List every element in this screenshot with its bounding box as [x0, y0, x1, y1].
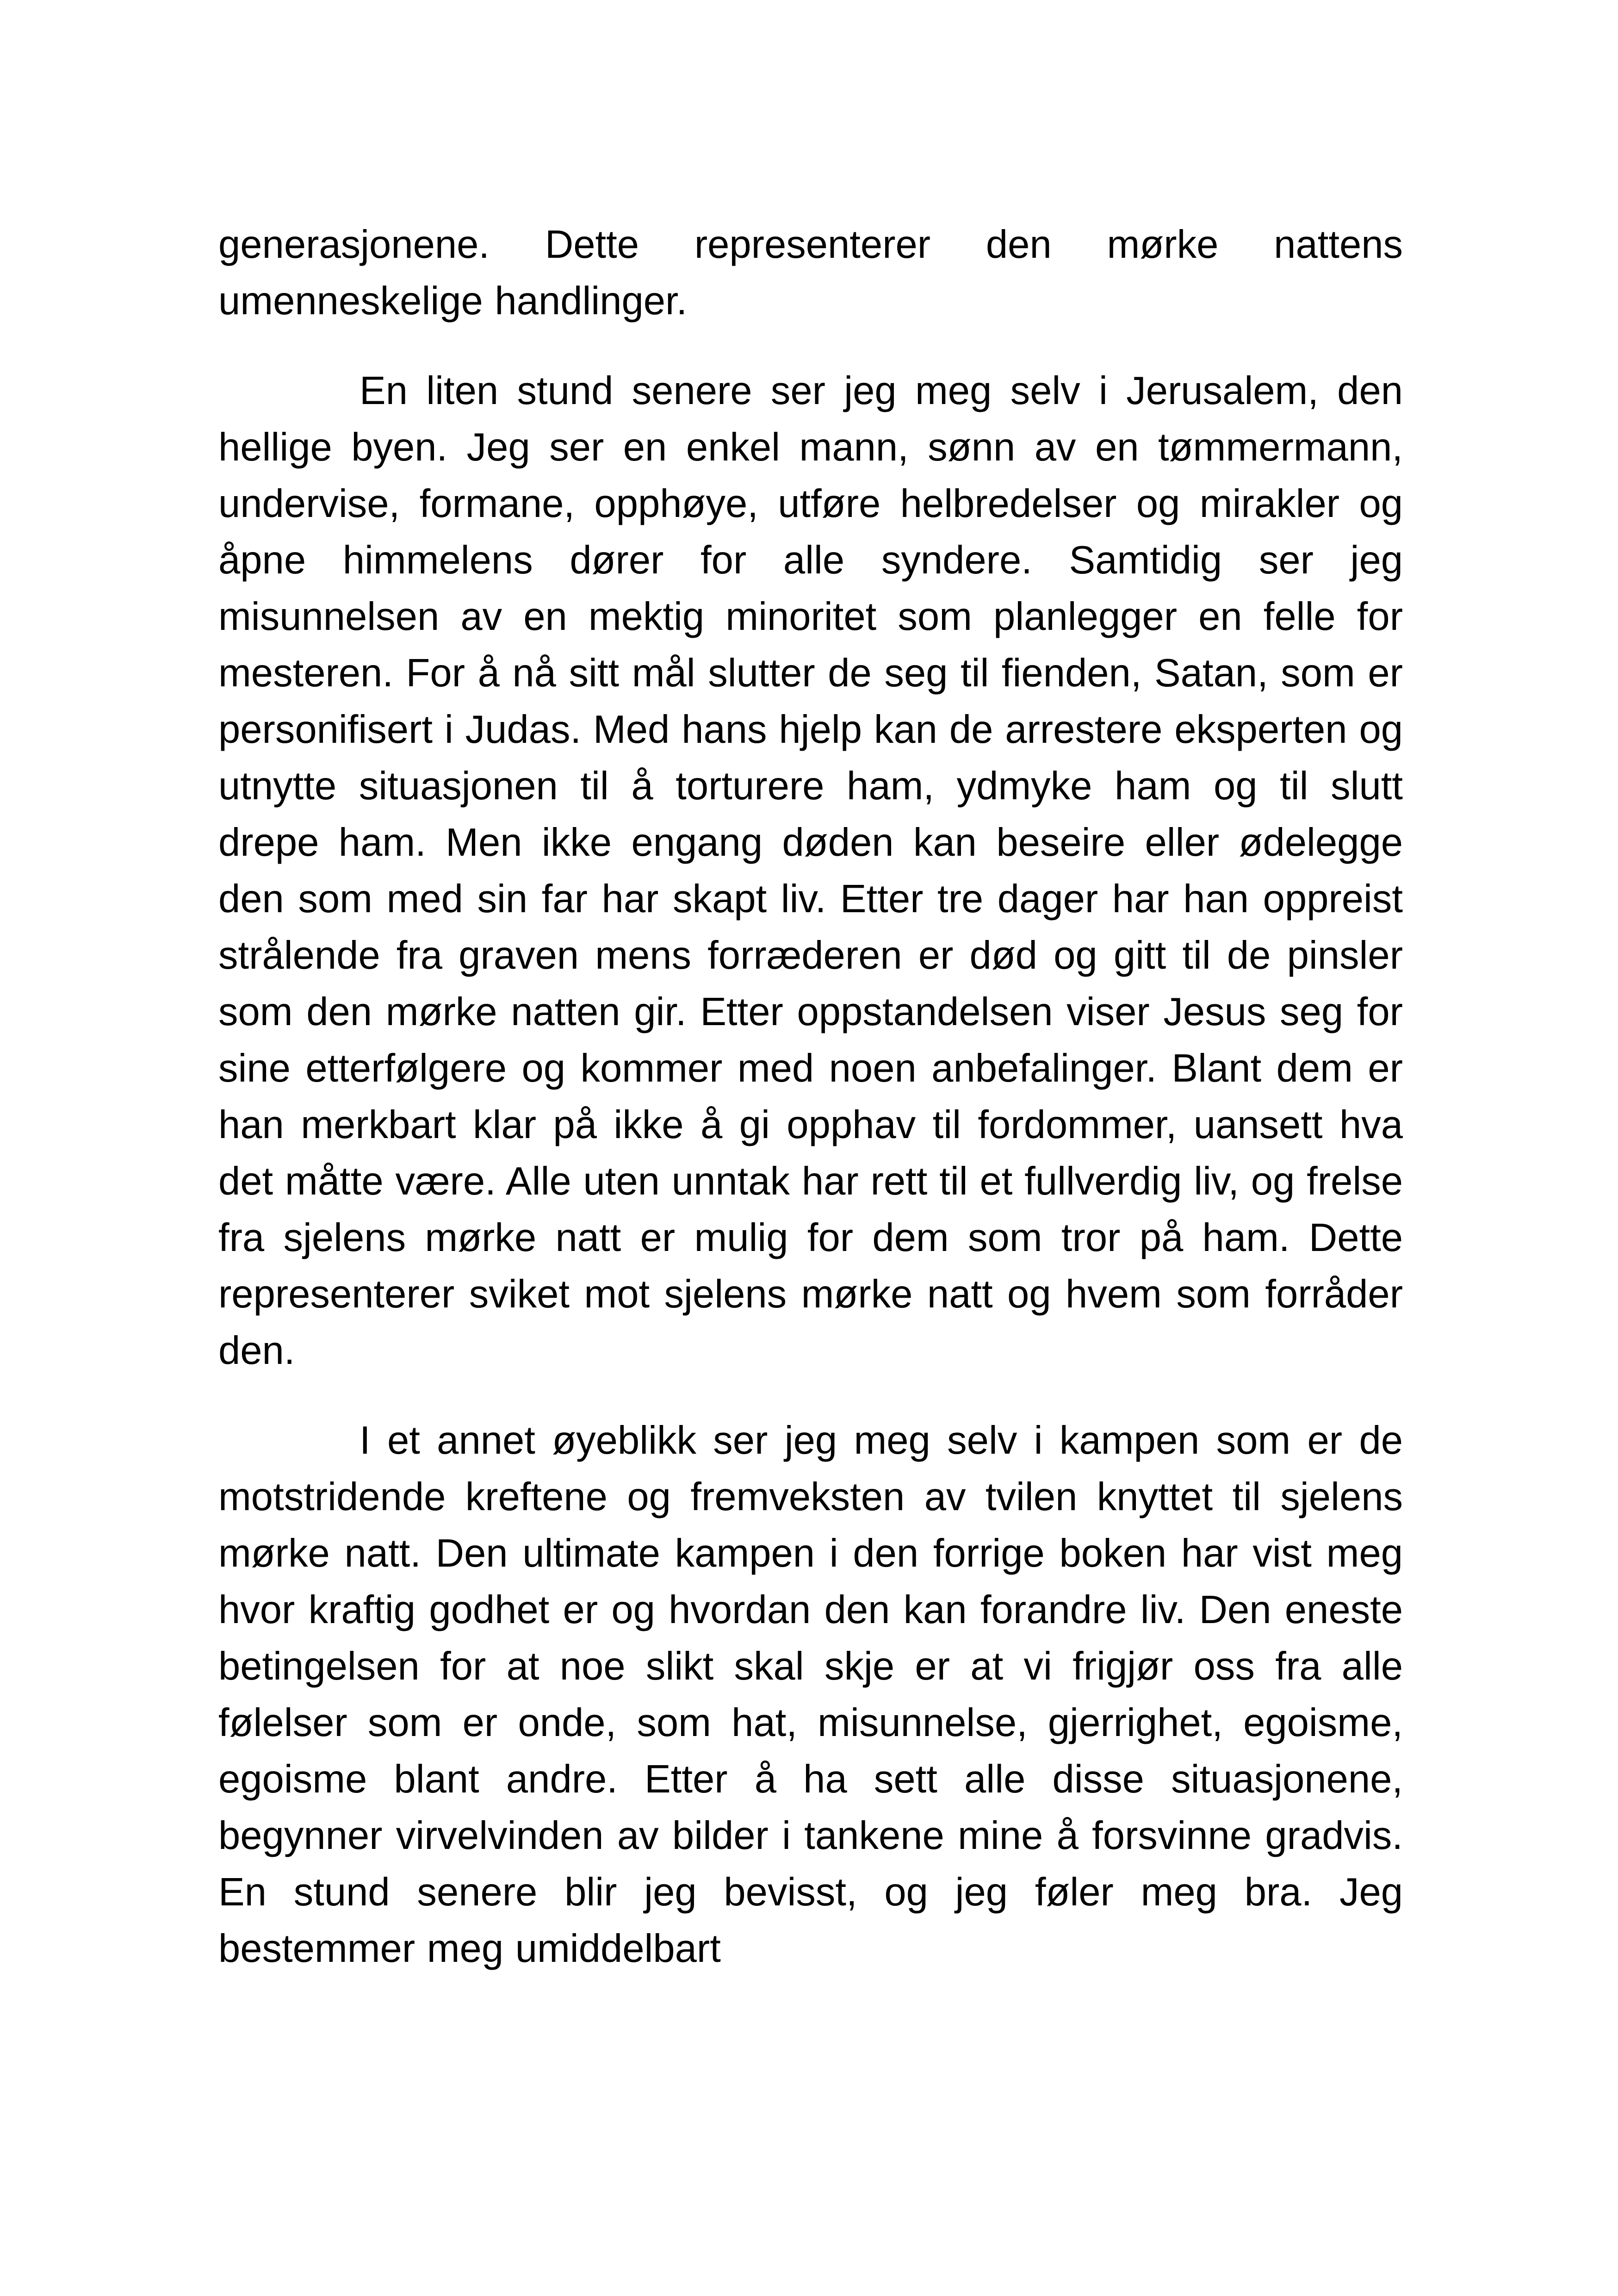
paragraph-1: generasjonene. Dette representerer den mørke nattens umenneskelige handlinger. [218, 223, 1403, 323]
body-text [218, 217, 1403, 1977]
paragraph-3: I et annet øyeblikk ser jeg meg selv i kampen som er de motstridende kreftene og fremveksten av tvilen knyttet til sjelens mørke natt. Den ultimate kampen i den forrige boken har vist meg hvor kraftig godhet er og hvordan den kan forandre liv. Den eneste betingelsen for at noe slikt skal skje er at vi frigjør oss fra alle følelser som er onde, som hat, misunnelse, gjerrighet, egoisme, egoisme blant andre. Etter å ha sett alle disse situasjonene, begynner virvelvinden av bilder i tankene mine å forsvinne gradvis. En stund senere blir jeg bevisst, og jeg føler meg bra. Jeg bestemmer meg umiddelbart [218, 1419, 1403, 1971]
paragraph-2: En liten stund senere ser jeg meg selv i Jerusalem, den hellige byen. Jeg ser en enkel mann, sønn av en tømmermann, undervise, formane, opphøye, utføre helbredelser og mirakler og åpne himmelens dører for alle syndere. Samtidig ser jeg misunnelsen av en mektig minoritet som planlegger en felle for mesteren. For å nå sitt mål slutter de seg til fienden, Satan, som er personifisert i Judas. Med hans hjelp kan de arrestere eksperten og utnytte situasjonen til å torturere ham, ydmyke ham og til slutt drepe ham. Men ikke engang døden kan beseire eller ødelegge den som med sin far har skapt liv. Etter tre dager har han oppreist strålende fra graven mens forræderen er død og gitt til de pinsler som den mørke natten gir. Etter oppstandelsen viser Jesus seg for sine etterfølgere og kommer med noen anbefalinger. Blant dem er han merkbart klar på ikke å gi opphav til fordommer, uansett hva det måtte være. Alle uten unntak har rett til et fullverdig liv, og frelse fra sjelens mørke natt er mulig for dem som tror på ham. Dette representerer sviket mot sjelens mørke natt og hvem som forråder den. [218, 369, 1403, 1373]
